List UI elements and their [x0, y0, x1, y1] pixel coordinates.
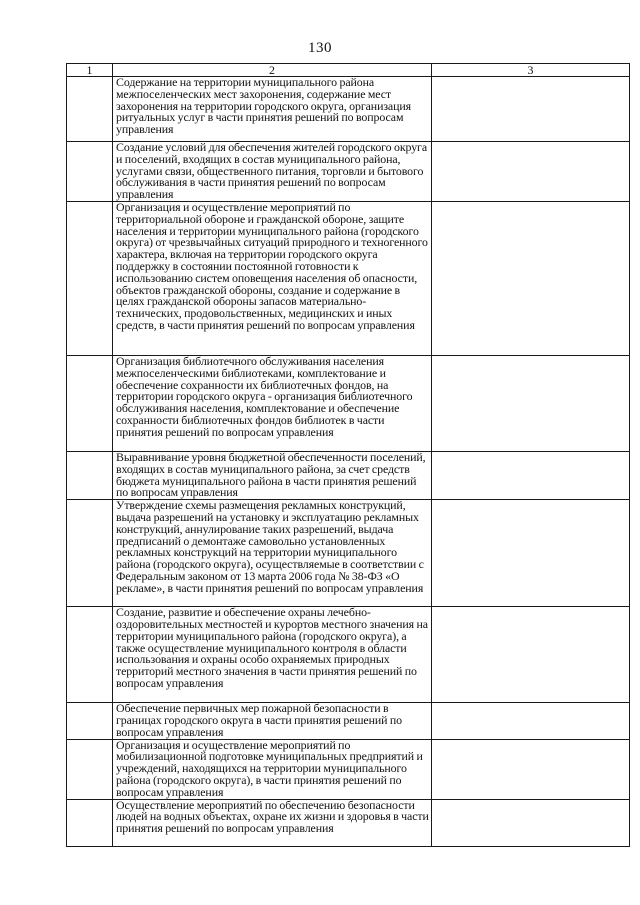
table-cell-col1: [67, 739, 113, 799]
table-cell-col2: Выравнивание уровня бюджетной обеспеченности поселений, входящих в состав муниципального района, за счет средств бюджета муниципального района в части принятия решений по вопросам управления: [113, 451, 432, 499]
table-cell-col2: Организация библиотечного обслуживания населения межпоселенческими библиотеками, комплектование и обеспечение сохранности их библиотечных фондов, на территории городского округа - организация библиотечного обслуживания населения, комплектование и обеспечение сохранности библиотечных фондов библиотек в части принятия решений по вопросам управления: [113, 355, 432, 451]
table-cell-col1: [67, 77, 113, 142]
column-header-3: 3: [432, 64, 630, 77]
table-cell-col3: [432, 739, 630, 799]
table-cell-col2: Осуществление мероприятий по обеспечению безопасности людей на водных объектах, охране их жизни и здоровья в части принятия решений по вопросам управления: [113, 799, 432, 846]
table-cell-col2: Организация и осуществление мероприятий по мобилизационной подготовке муниципальных предприятий и учреждений, находящихся на территории муниципального района (городского округа), в части принятия решений по вопросам управления: [113, 739, 432, 799]
column-header-2: 2: [113, 64, 432, 77]
table-cell-col3: [432, 201, 630, 355]
table-cell-col3: [432, 142, 630, 202]
table-cell-col3: [432, 500, 630, 607]
table-cell-col3: [432, 355, 630, 451]
column-header-1: 1: [67, 64, 113, 77]
table-cell-col2: Создание условий для обеспечения жителей городского округа и поселений, входящих в состав муниципального района, услугами связи, общественного питания, торговли и бытового обслуживания в части принятия решений по вопросам управления: [113, 142, 432, 202]
table-row: [67, 739, 630, 799]
table-cell-col2: Создание, развитие и обеспечение охраны лечебно-оздоровительных местностей и курортов местного значения на территории муниципального района (городского округа), а также осуществление муниципального контроля в области использования и охраны особо охраняемых природных территорий местного значения в части принятия решений по вопросам управления: [113, 607, 432, 703]
document-table: [66, 63, 630, 847]
table-row: [67, 500, 630, 607]
table-cell-col1: [67, 201, 113, 355]
table-row: [67, 142, 630, 202]
table-cell-col1: [67, 500, 113, 607]
table-cell-col2: Организация и осуществление мероприятий по территориальной обороне и гражданской обороне, защите населения и территории муниципального района (городского округа) от чрезвычайных ситуаций природного и техногенного характера, включая на территории городского округа поддержку в состоянии постоянной готовности к использованию систем оповещения населения об опасности, объектов гражданской обороны, создание и содержание в целях гражданской обороны запасов материально-технических, продовольственных, медицинских и иных средств, в части принятия решений по вопросам управления: [113, 201, 432, 355]
table-row: [67, 77, 630, 142]
table-cell-col2: Обеспечение первичных мер пожарной безопасности в границах городского округа в части принятия решений по вопросам управления: [113, 703, 432, 739]
table-row: [67, 355, 630, 451]
table-row: [67, 451, 630, 499]
table-row: [67, 703, 630, 739]
table-cell-col2: Содержание на территории муниципального района межпоселенческих мест захоронения, содержание мест захоронения на территории городского округа, организация ритуальных услуг в части принятия решений по вопросам управления: [113, 77, 432, 142]
table-cell-col3: [432, 703, 630, 739]
table-row: [67, 607, 630, 703]
table-cell-col1: [67, 607, 113, 703]
table-cell-col1: [67, 355, 113, 451]
table-cell-col1: [67, 142, 113, 202]
table-cell-col1: [67, 703, 113, 739]
table-cell-col3: [432, 799, 630, 846]
page-number: 130: [308, 40, 332, 56]
table-cell-col3: [432, 451, 630, 499]
table-row: [67, 201, 630, 355]
table-cell-col3: [432, 607, 630, 703]
table-cell-col1: [67, 451, 113, 499]
table-cell-col2: Утверждение схемы размещения рекламных конструкций, выдача разрешений на установку и эксплуатацию рекламных конструкций, аннулирование таких разрешений, выдача предписаний о демонтаже самовольно установленных рекламных конструкций на территории муниципального района (городского округа), осуществляемые в соответствии с Федеральным законом от 13 марта 2006 года № 38-ФЗ «О рекламе», в части принятия решений по вопросам управления: [113, 500, 432, 607]
table-row: [67, 799, 630, 846]
table-cell-col1: [67, 799, 113, 846]
table-cell-col3: [432, 77, 630, 142]
